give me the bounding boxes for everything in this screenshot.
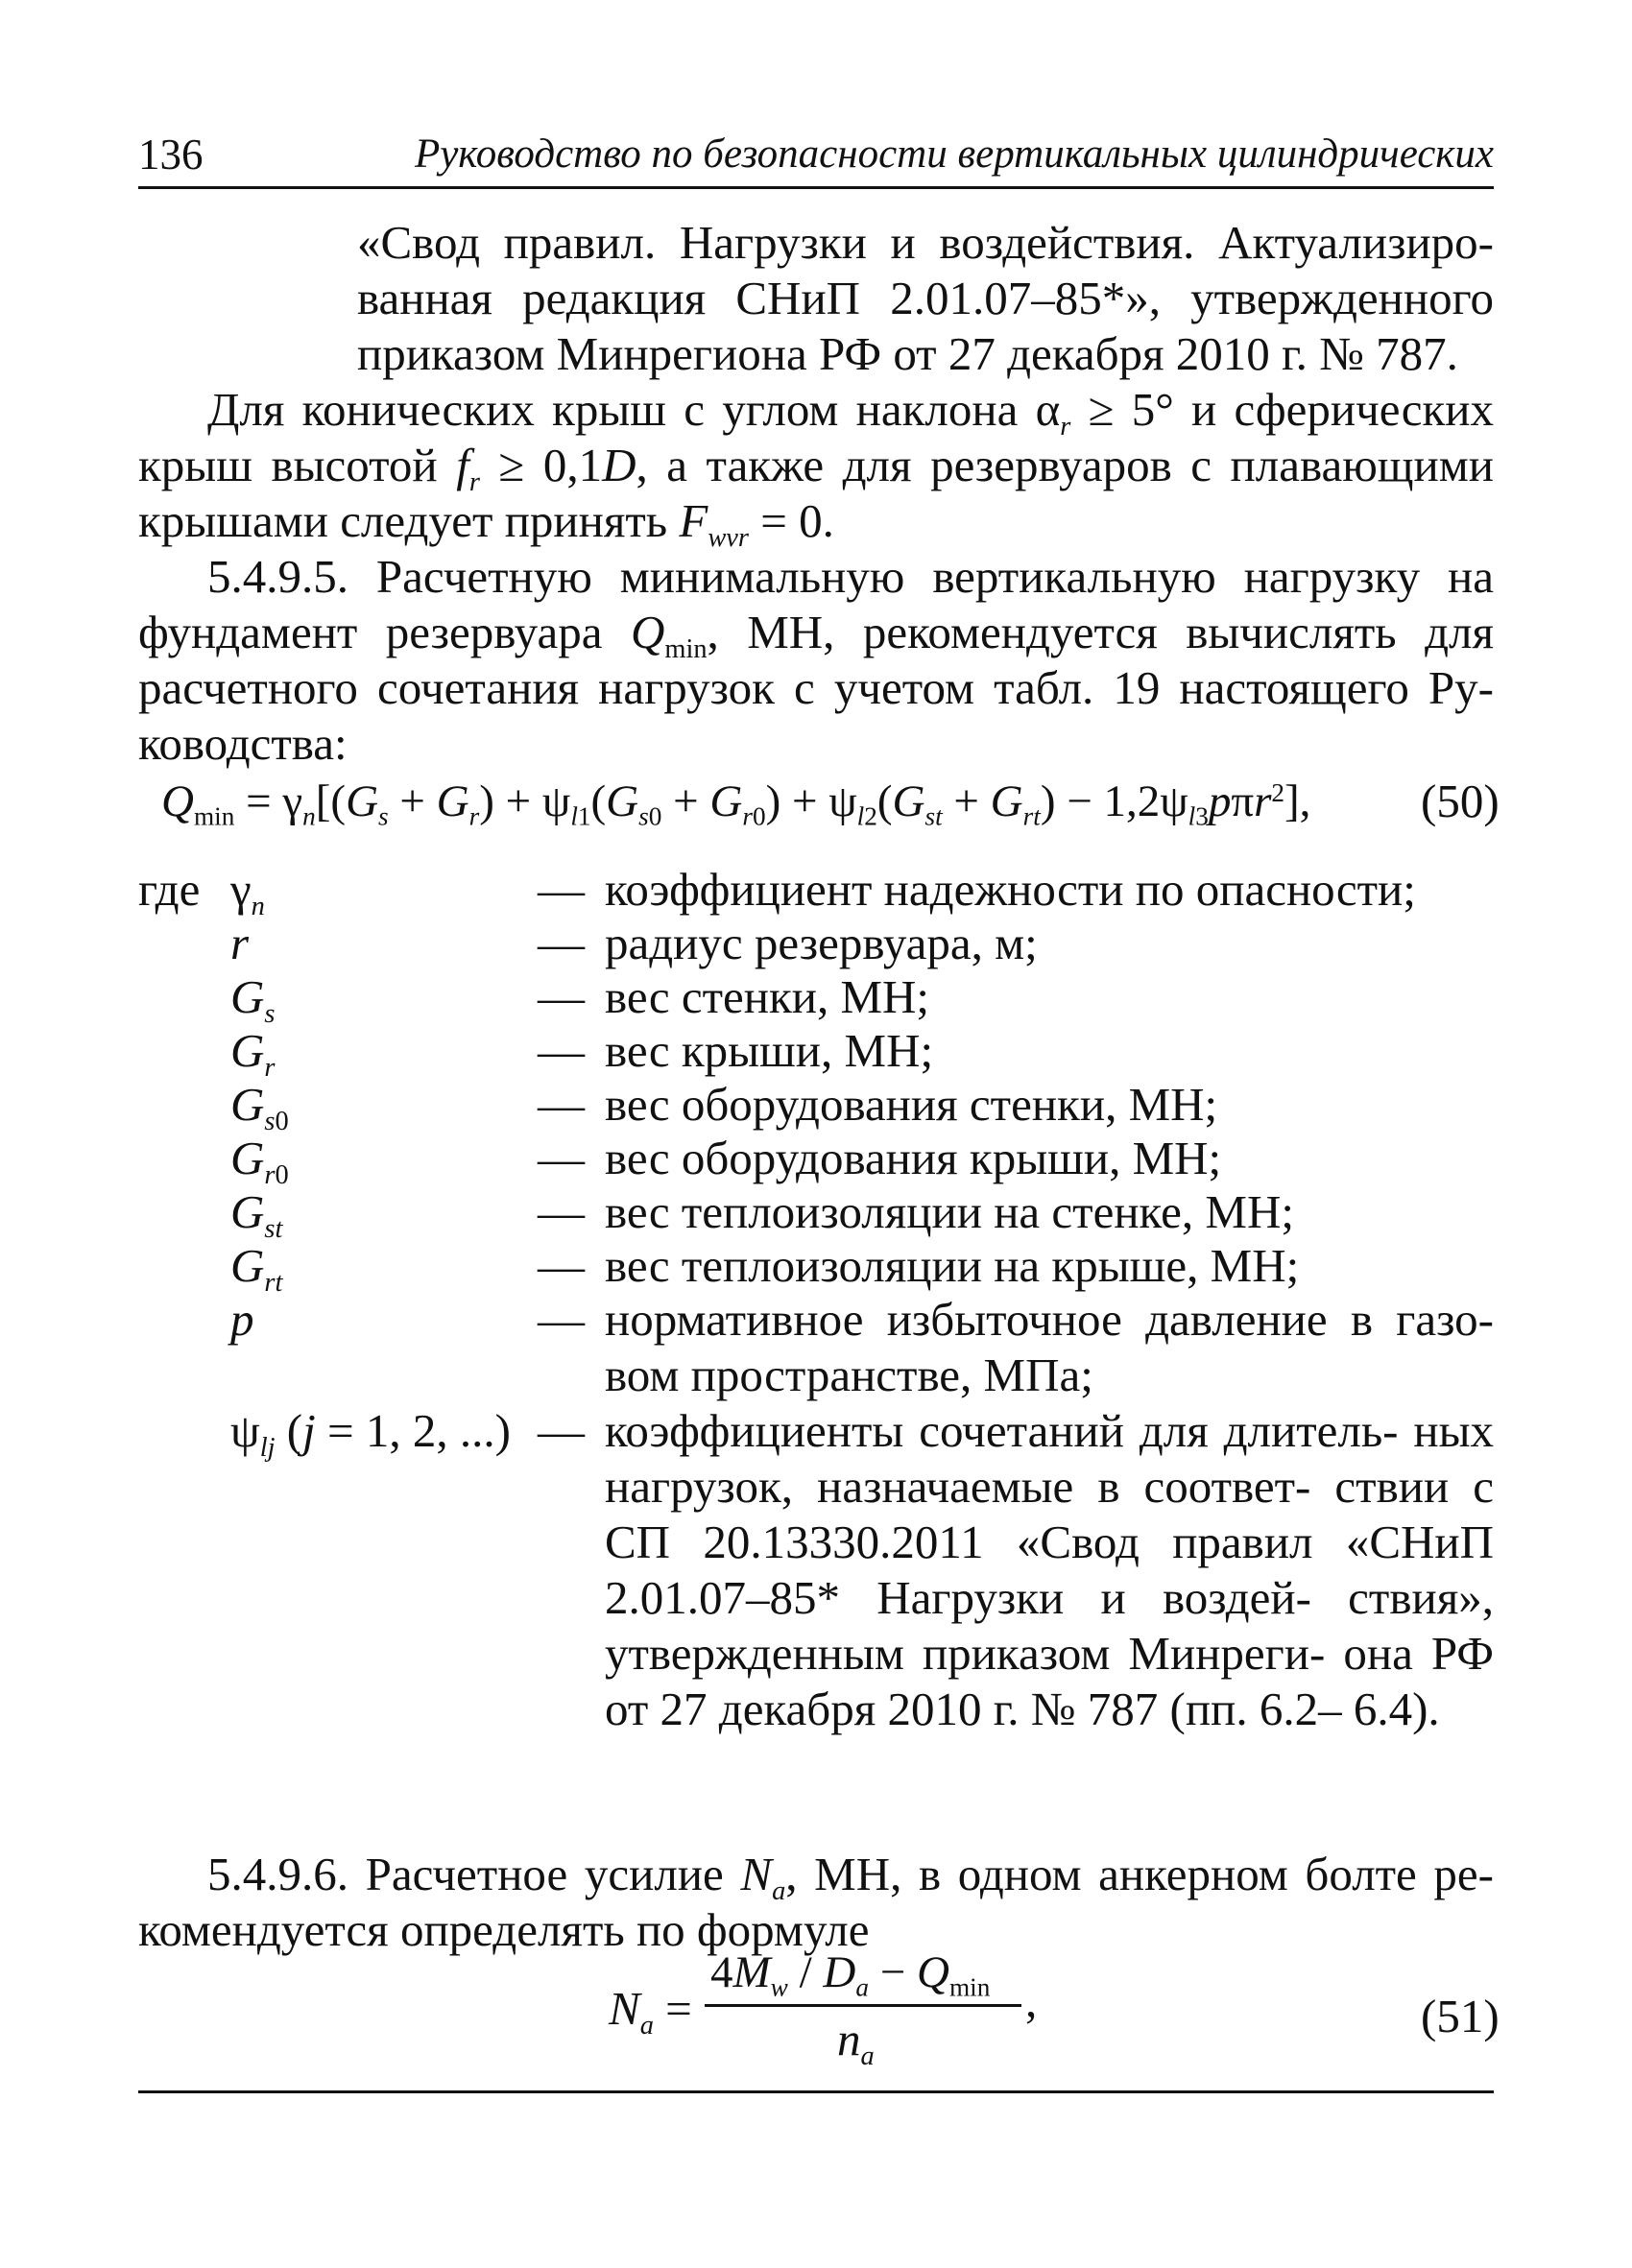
p5496-line-1: 5.4.9.6. Расчетное усилие $N_a$, МН, в одном анкерном болте ре- bbox=[207, 1848, 1494, 1906]
p5495-line-4: ководства: bbox=[138, 717, 348, 770]
legend-dash: — bbox=[538, 1185, 585, 1238]
roofs-line-3: крышами следует принять $F_{wvr} = 0$. bbox=[138, 494, 834, 553]
legend-symbol-p: p bbox=[230, 1293, 254, 1346]
legend-dash: — bbox=[538, 1293, 585, 1346]
p5495-line-1: 5.4.9.5. Расчетную минимальную вертикальную нагрузку на bbox=[207, 550, 1494, 603]
formula-51-numerator: $4M_w / D_a - Q_{min}$ bbox=[710, 1947, 991, 2002]
intro-line-3: приказом Минрегиона РФ от 27 декабря 2010 г. № 787. bbox=[357, 327, 1458, 380]
legend-symbol-gst: $G_{st}$ bbox=[230, 1185, 283, 1244]
legend-symbol-gr0: $G_{r0}$ bbox=[230, 1132, 289, 1190]
legend-desc: вес крыши, МН; bbox=[605, 1024, 934, 1077]
legend-desc: вес теплоизоляции на стенке, МН; bbox=[605, 1185, 1294, 1238]
bottom-rule bbox=[138, 2090, 1494, 2093]
legend-symbol-psi-lj: $\psi_{lj}$ (j = 1, 2, ...) bbox=[230, 1404, 511, 1463]
formula-51-denominator: $n_a$ bbox=[837, 2013, 875, 2071]
legend-dash: — bbox=[538, 917, 585, 969]
legend-desc: вес стенки, МН; bbox=[605, 970, 930, 1023]
legend-desc: нормативное избыточное давление в газо- вом пространстве, МПа; bbox=[605, 1293, 1494, 1401]
formula-51-number: (51) bbox=[1421, 1990, 1500, 2042]
legend-desc: вес теплоизоляции на крыше, МН; bbox=[605, 1239, 1300, 1292]
p5496-line-2: комендуется определять по формуле bbox=[138, 1903, 870, 1956]
formula-50: $Q_{min} = \gamma_n[(G_s + G_r) + \psi_{l1}(G_{s0} + G_{r0}) + \psi_{l2}(G_{st} + G_{rt}) - 1,2\psi_{l3}p\pi r^2]$, bbox=[161, 776, 1311, 831]
running-header bbox=[138, 127, 1494, 182]
formula-51-lhs: $N_a$ = bbox=[609, 1982, 692, 2041]
legend-desc: коэффициент надежности по опасности; bbox=[605, 863, 1416, 916]
legend-desc: вес оборудования крыши, МН; bbox=[605, 1132, 1222, 1184]
legend-symbol-r: r bbox=[230, 917, 250, 969]
running-title: Руководство по безопасности вертикальных цилиндрических bbox=[414, 131, 1494, 177]
legend-dash: — bbox=[538, 1404, 585, 1457]
page-number: 136 bbox=[138, 131, 204, 179]
legend-dash: — bbox=[538, 1078, 585, 1131]
legend-dash: — bbox=[538, 863, 585, 916]
header-rule bbox=[138, 186, 1494, 189]
p5495-line-3: расчетного сочетания нагрузок с учетом табл. 19 настоящего Ру- bbox=[138, 661, 1494, 714]
legend-symbol-gamma-n: $\gamma_n$ bbox=[230, 863, 265, 921]
legend-symbol-gs0: $G_{s0}$ bbox=[230, 1078, 289, 1136]
formula-51-comma: , bbox=[1025, 1974, 1038, 2027]
legend-symbol-grt: $G_{rt}$ bbox=[230, 1239, 283, 1298]
roofs-line-1: Для конических крыш с углом наклона $\alpha_r \ge 5^\circ$ и сферических bbox=[207, 383, 1494, 442]
legend-dash: — bbox=[538, 1024, 585, 1077]
intro-line-1: «Свод правил. Нагрузки и воздействия. Актуализиро- bbox=[357, 216, 1494, 269]
legend-intro: где bbox=[138, 863, 201, 916]
legend-desc: коэффициенты сочетаний для длитель- ных нагрузок, назначаемые в соответ- ствии с СП 20.13330.2011 «Свод правил «СНиП 2.01.07–85* Нагрузки и воздей- ствия», утвержденным приказом Минреги- она РФ от 27 декабря 2010 г. № 787 (пп. 6.2– 6.4). bbox=[605, 1404, 1494, 1735]
legend-desc: радиус резервуара, м; bbox=[605, 917, 1038, 969]
legend-symbol-gs: $G_s$ bbox=[230, 970, 276, 1029]
legend-symbol-gr: $G_r$ bbox=[230, 1024, 276, 1083]
roofs-line-2: крыш высотой $f_r \ge 0,1D$, а также для резервуаров с плавающими bbox=[138, 439, 1494, 497]
formula-51-fraction-bar bbox=[705, 2004, 1021, 2007]
legend-dash: — bbox=[538, 1239, 585, 1292]
p5495-line-2: фундамент резервуара $Q_{min}$, МН, рекомендуется вычислять для bbox=[138, 606, 1494, 664]
legend-dash: — bbox=[538, 970, 585, 1023]
intro-line-2: ванная редакция СНиП 2.01.07–85*», утвержденного bbox=[357, 272, 1494, 324]
formula-50-number: (50) bbox=[1421, 775, 1500, 827]
legend-desc: вес оборудования стенки, МН; bbox=[605, 1078, 1218, 1131]
legend-dash: — bbox=[538, 1132, 585, 1184]
